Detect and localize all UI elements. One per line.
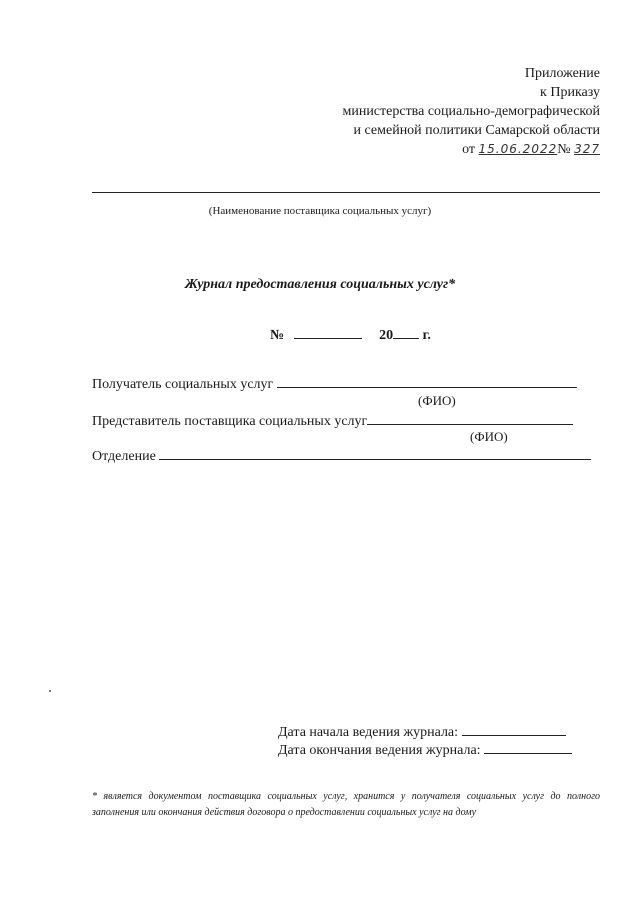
department-field [92, 447, 591, 465]
number-blank [294, 326, 362, 339]
end-date-blank [484, 741, 572, 754]
recipient-field [92, 375, 577, 393]
representative-caption: (ФИО) [470, 429, 508, 444]
appendix-label: Приложение [524, 66, 600, 81]
from-label: от [462, 142, 476, 157]
footnote: * является документом поставщика социальных услуг, хранится у получателя социальных услуг до полного заполнения или окончания действия договора о предоставлении социальных услуг на дому [92, 791, 600, 818]
start-date-blank [462, 723, 566, 736]
representative-blank [367, 412, 573, 425]
department-blank [159, 447, 591, 460]
order-ref: к Приказу [540, 85, 600, 100]
number-sign: № [270, 328, 285, 343]
provider-name-line [92, 192, 600, 193]
year-prefix: 20 [379, 328, 394, 343]
scan-speck [49, 690, 51, 692]
recipient-label: Получатель социальных услуг [92, 377, 274, 392]
representative-label: Представитель поставщика социальных услуг [92, 414, 368, 429]
handwritten-number: 327 [574, 142, 600, 156]
ministry-line-2: и семейной политики Самарской области [353, 123, 600, 138]
recipient-caption: (ФИО) [418, 393, 456, 408]
start-date-label: Дата начала ведения журнала: [278, 725, 459, 740]
journal-number-line [270, 326, 431, 344]
recipient-blank [277, 375, 577, 388]
department-label: Отделение [92, 449, 156, 464]
representative-field [92, 412, 573, 430]
ministry-line-1: министерства социально-демографической [342, 104, 600, 119]
end-date-label: Дата окончания ведения журнала: [278, 743, 481, 758]
order-date-line [462, 140, 600, 159]
appendix-header [342, 64, 600, 159]
handwritten-date: 15.06.2022 [478, 142, 558, 156]
page-title: Журнал предоставления социальных услуг* [184, 277, 456, 292]
year-suffix: г. [422, 328, 431, 343]
year-blank [393, 326, 419, 339]
provider-caption: (Наименование поставщика социальных услуг) [208, 205, 432, 217]
start-date-field [278, 723, 566, 741]
end-date-field [278, 741, 572, 759]
number-label: № [557, 142, 571, 157]
